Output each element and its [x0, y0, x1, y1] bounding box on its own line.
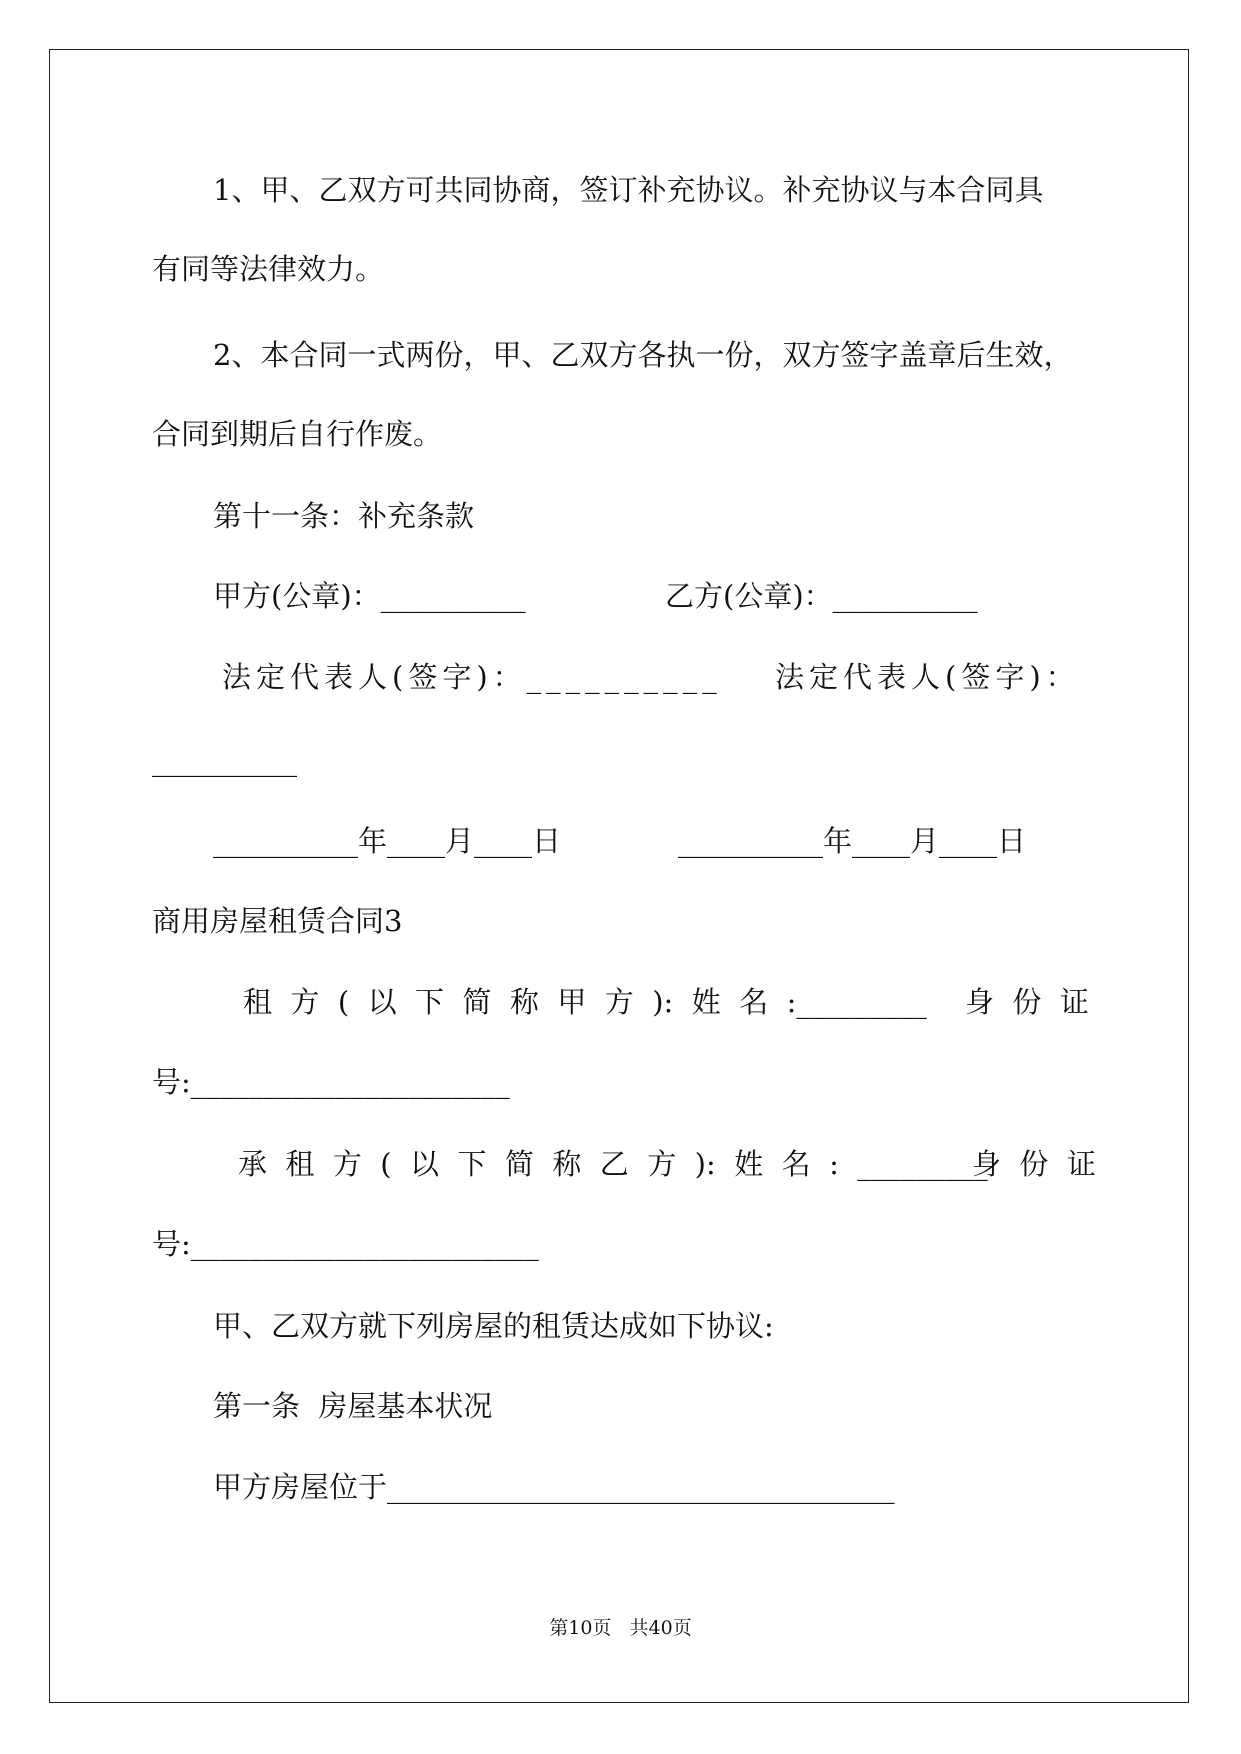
party-b-date-line: __________年____月____日	[678, 824, 1027, 858]
clause-2-line-2: 合同到期后自行作废。	[152, 417, 443, 451]
agreement-intro: 甲、乙双方就下列房屋的租赁达成如下协议:	[213, 1309, 774, 1343]
clause-1-line-1: 1、甲、乙双方可共同协商，签订补充协议。补充协议与本合同具	[213, 173, 1044, 207]
lessee-line: 承 租 方 ( 以 下 简 称 乙 方 ): 姓 名 : _________	[238, 1147, 988, 1181]
party-a-date-line: __________年____月____日	[213, 824, 562, 858]
lessor-id-line: 号:______________________	[152, 1065, 510, 1099]
clause-2-line-1: 2、本合同一式两份，甲、乙双方各执一份，双方签字盖章后生效，	[213, 338, 1073, 372]
clause-1-line-2: 有同等法律效力。	[152, 252, 385, 286]
lessor-line: 租 方 ( 以 下 简 称 甲 方 ): 姓 名 :_________	[243, 985, 927, 1019]
party-b-representative-blank: __________	[152, 743, 297, 777]
property-location-line: 甲方房屋位于___________________________________	[213, 1470, 895, 1504]
party-b-representative-line: 法定代表人(签字)：	[775, 660, 1080, 694]
contract-3-title: 商用房屋租赁合同3	[152, 904, 403, 938]
article-11-heading: 第十一条：补充条款	[213, 499, 475, 533]
article-1-heading: 第一条 房屋基本状况	[213, 1389, 493, 1423]
lessor-id-label: 身 份 证	[965, 985, 1089, 1019]
party-a-seal-line: 甲方(公章)：__________	[213, 579, 526, 613]
page-footer: 第10页 共40页	[549, 1617, 692, 1639]
party-b-seal-line: 乙方(公章)：__________	[665, 579, 978, 613]
lessee-id-label: 身 份 证	[972, 1147, 1096, 1181]
lessee-id-line: 号:________________________	[152, 1227, 539, 1261]
party-a-representative-line: 法定代表人(签字)：__________	[222, 660, 722, 694]
page-border	[49, 49, 1189, 1703]
